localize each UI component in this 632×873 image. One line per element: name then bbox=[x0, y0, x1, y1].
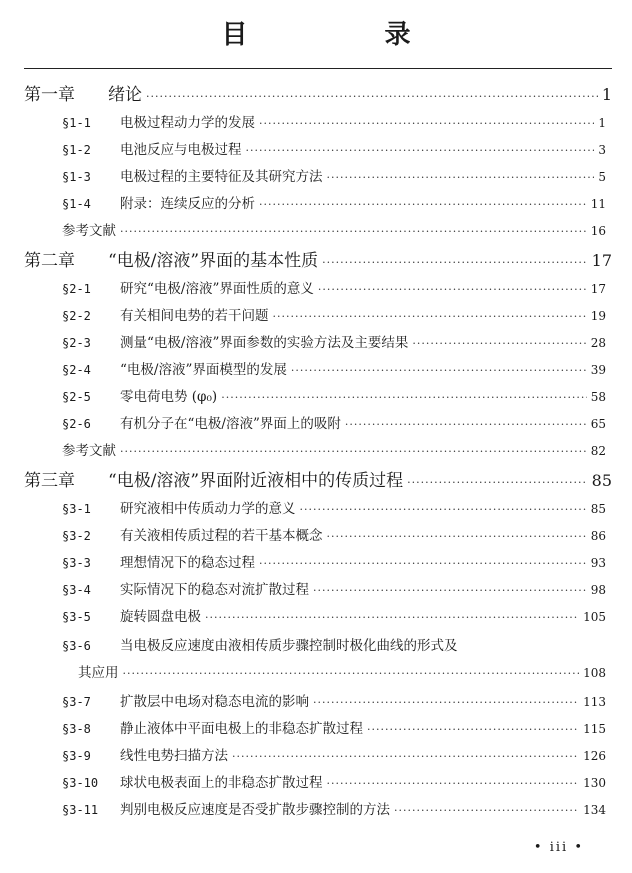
entry-number: §1-2 bbox=[62, 143, 91, 157]
entry-title: 扩散层中电场对稳态电流的影响 bbox=[120, 694, 309, 710]
toc-section[interactable] bbox=[0, 771, 632, 791]
toc-section[interactable] bbox=[0, 551, 632, 571]
entry-page: 11 bbox=[590, 197, 606, 211]
entry-title: 理想情况下的稳态过程 bbox=[120, 555, 255, 571]
entry-page: 85 bbox=[590, 502, 606, 516]
toc-references[interactable] bbox=[0, 439, 632, 459]
entry-page: 108 bbox=[583, 666, 606, 680]
toc-section[interactable] bbox=[0, 192, 632, 212]
leader-dots bbox=[221, 391, 587, 404]
entry-page: 82 bbox=[590, 444, 606, 458]
entry-number: §3-1 bbox=[62, 502, 91, 516]
toc-section[interactable] bbox=[0, 798, 632, 818]
leader-dots bbox=[327, 777, 580, 790]
entry-page: 16 bbox=[590, 224, 606, 238]
leader-dots bbox=[120, 445, 587, 458]
toc-section[interactable] bbox=[0, 277, 632, 297]
entry-title: 旋转圆盘电极 bbox=[120, 609, 201, 625]
leader-dots bbox=[259, 198, 587, 211]
toc-section[interactable] bbox=[0, 385, 632, 405]
entry-page: 39 bbox=[590, 363, 606, 377]
leader-dots bbox=[367, 723, 579, 736]
leader-dots bbox=[407, 476, 588, 489]
entry-title: 实际情况下的稳态对流扩散过程 bbox=[120, 582, 309, 598]
leader-dots bbox=[412, 337, 586, 350]
entry-title: “电极/溶液”界面的基本性质 bbox=[108, 251, 319, 271]
leader-dots bbox=[327, 171, 595, 184]
entry-title: 判别电极反应速度是否受扩散步骤控制的方法 bbox=[120, 802, 390, 818]
toc-section[interactable] bbox=[0, 578, 632, 598]
toc-section[interactable] bbox=[0, 690, 632, 710]
entry-number: 第一章 bbox=[24, 85, 75, 105]
entry-page: 17 bbox=[590, 282, 606, 296]
entry-number: §2-2 bbox=[62, 309, 91, 323]
entry-number: §3-4 bbox=[62, 583, 91, 597]
leader-dots bbox=[232, 750, 579, 763]
entry-page: 113 bbox=[583, 695, 606, 709]
entry-title: 参考文献 bbox=[62, 223, 116, 239]
leader-dots bbox=[205, 611, 579, 624]
entry-number: §3-8 bbox=[62, 722, 91, 736]
leader-dots bbox=[123, 667, 580, 680]
entry-title: 其应用 bbox=[78, 665, 119, 681]
entry-number: 第三章 bbox=[24, 471, 75, 491]
entry-number: §2-1 bbox=[62, 282, 91, 296]
toc-section[interactable] bbox=[0, 605, 632, 625]
entry-title: “电极/溶液”界面附近液相中的传质过程 bbox=[108, 471, 404, 491]
toc-section[interactable] bbox=[0, 304, 632, 324]
entry-title: 研究“电极/溶液”界面性质的意义 bbox=[120, 281, 314, 297]
entry-title: 研究液相中传质动力学的意义 bbox=[120, 501, 296, 517]
leader-dots bbox=[318, 283, 587, 296]
entry-title: 附录：连续反应的分析 bbox=[120, 196, 255, 212]
leader-dots bbox=[300, 503, 587, 516]
entry-title: 绪论 bbox=[108, 85, 142, 105]
entry-page: 93 bbox=[590, 556, 606, 570]
entry-page: 19 bbox=[590, 309, 606, 323]
toc-section[interactable] bbox=[0, 138, 632, 158]
entry-number: §3-11 bbox=[62, 803, 99, 817]
entry-title: 电极过程的主要特征及其研究方法 bbox=[120, 169, 323, 185]
toc-section[interactable] bbox=[0, 331, 632, 351]
entry-number: §2-5 bbox=[62, 390, 91, 404]
entry-page: 1 bbox=[601, 85, 612, 104]
entry-page: 130 bbox=[583, 776, 606, 790]
leader-dots bbox=[291, 364, 587, 377]
entry-number: §1-1 bbox=[62, 116, 91, 130]
toc-chapter-2[interactable] bbox=[0, 246, 632, 271]
entry-page: 105 bbox=[583, 610, 606, 624]
toc-chapter-3[interactable] bbox=[0, 466, 632, 491]
toc-section[interactable] bbox=[0, 358, 632, 378]
entry-page: 86 bbox=[590, 529, 606, 543]
page-number-footer: • iii • bbox=[533, 840, 584, 855]
leader-dots bbox=[345, 418, 587, 431]
toc-chapter-1[interactable] bbox=[0, 80, 632, 105]
leader-dots bbox=[273, 310, 587, 323]
entry-title: 有关相间电势的若干问题 bbox=[120, 308, 269, 324]
entry-number: §3-10 bbox=[62, 776, 99, 790]
entry-title: 电池反应与电极过程 bbox=[120, 142, 242, 158]
toc-section[interactable] bbox=[0, 412, 632, 432]
entry-page: 17 bbox=[591, 251, 612, 270]
entry-title: 线性电势扫描方法 bbox=[120, 748, 228, 764]
toc-section[interactable] bbox=[0, 497, 632, 517]
leader-dots bbox=[394, 804, 579, 817]
entry-page: 115 bbox=[583, 722, 606, 736]
leader-dots bbox=[146, 90, 598, 103]
leader-dots bbox=[313, 696, 579, 709]
entry-page: 85 bbox=[591, 471, 612, 490]
entry-title: 静止液体中平面电极上的非稳态扩散过程 bbox=[120, 721, 363, 737]
toc-section[interactable] bbox=[0, 634, 632, 654]
entry-page: 98 bbox=[590, 583, 606, 597]
entry-number: §3-7 bbox=[62, 695, 91, 709]
entry-number: §1-3 bbox=[62, 170, 91, 184]
entry-title: 测量“电极/溶液”界面参数的实验方法及主要结果 bbox=[120, 335, 409, 351]
toc-section[interactable] bbox=[0, 744, 632, 764]
entry-number: §1-4 bbox=[62, 197, 91, 211]
entry-number: §3-2 bbox=[62, 529, 91, 543]
entry-number: §3-3 bbox=[62, 556, 91, 570]
entry-title: “电极/溶液”界面模型的发展 bbox=[120, 362, 287, 378]
title-rule bbox=[24, 68, 612, 69]
entry-title: 有关液相传质过程的若干基本概念 bbox=[120, 528, 323, 544]
toc-section-continuation[interactable] bbox=[0, 661, 632, 681]
toc-section[interactable] bbox=[0, 717, 632, 737]
entry-number: §2-3 bbox=[62, 336, 91, 350]
entry-page: 3 bbox=[598, 143, 606, 157]
leader-dots bbox=[327, 530, 587, 543]
entry-title: 参考文献 bbox=[62, 443, 116, 459]
entry-page: 5 bbox=[598, 170, 606, 184]
entry-page: 126 bbox=[583, 749, 606, 763]
entry-page: 28 bbox=[590, 336, 606, 350]
leader-dots bbox=[246, 144, 595, 157]
entry-title: 球状电极表面上的非稳态扩散过程 bbox=[120, 775, 323, 791]
leader-dots bbox=[120, 225, 587, 238]
entry-number: §2-6 bbox=[62, 417, 91, 431]
entry-title: 零电荷电势 (φ₀) bbox=[120, 389, 218, 405]
leader-dots bbox=[259, 117, 594, 130]
toc-section[interactable] bbox=[0, 111, 632, 131]
leader-dots bbox=[259, 557, 587, 570]
entry-number: §3-9 bbox=[62, 749, 91, 763]
entry-number: 第二章 bbox=[24, 251, 75, 271]
entry-title: 有机分子在“电极/溶液”界面上的吸附 bbox=[120, 416, 341, 432]
leader-dots bbox=[322, 256, 588, 269]
toc-references[interactable] bbox=[0, 219, 632, 239]
toc-section[interactable] bbox=[0, 165, 632, 185]
toc-section[interactable] bbox=[0, 524, 632, 544]
entry-title: 当电极反应速度由液相传质步骤控制时极化曲线的形式及 bbox=[120, 638, 458, 654]
entry-page: 58 bbox=[590, 390, 606, 404]
entry-title: 电极过程动力学的发展 bbox=[120, 115, 255, 131]
leader-dots bbox=[313, 584, 587, 597]
entry-page: 134 bbox=[583, 803, 606, 817]
entry-number: §3-6 bbox=[62, 639, 91, 653]
entry-number: §2-4 bbox=[62, 363, 91, 377]
page-title: 目 录 bbox=[221, 20, 475, 50]
entry-page: 1 bbox=[598, 116, 606, 130]
entry-number: §3-5 bbox=[62, 610, 91, 624]
entry-page: 65 bbox=[590, 417, 606, 431]
